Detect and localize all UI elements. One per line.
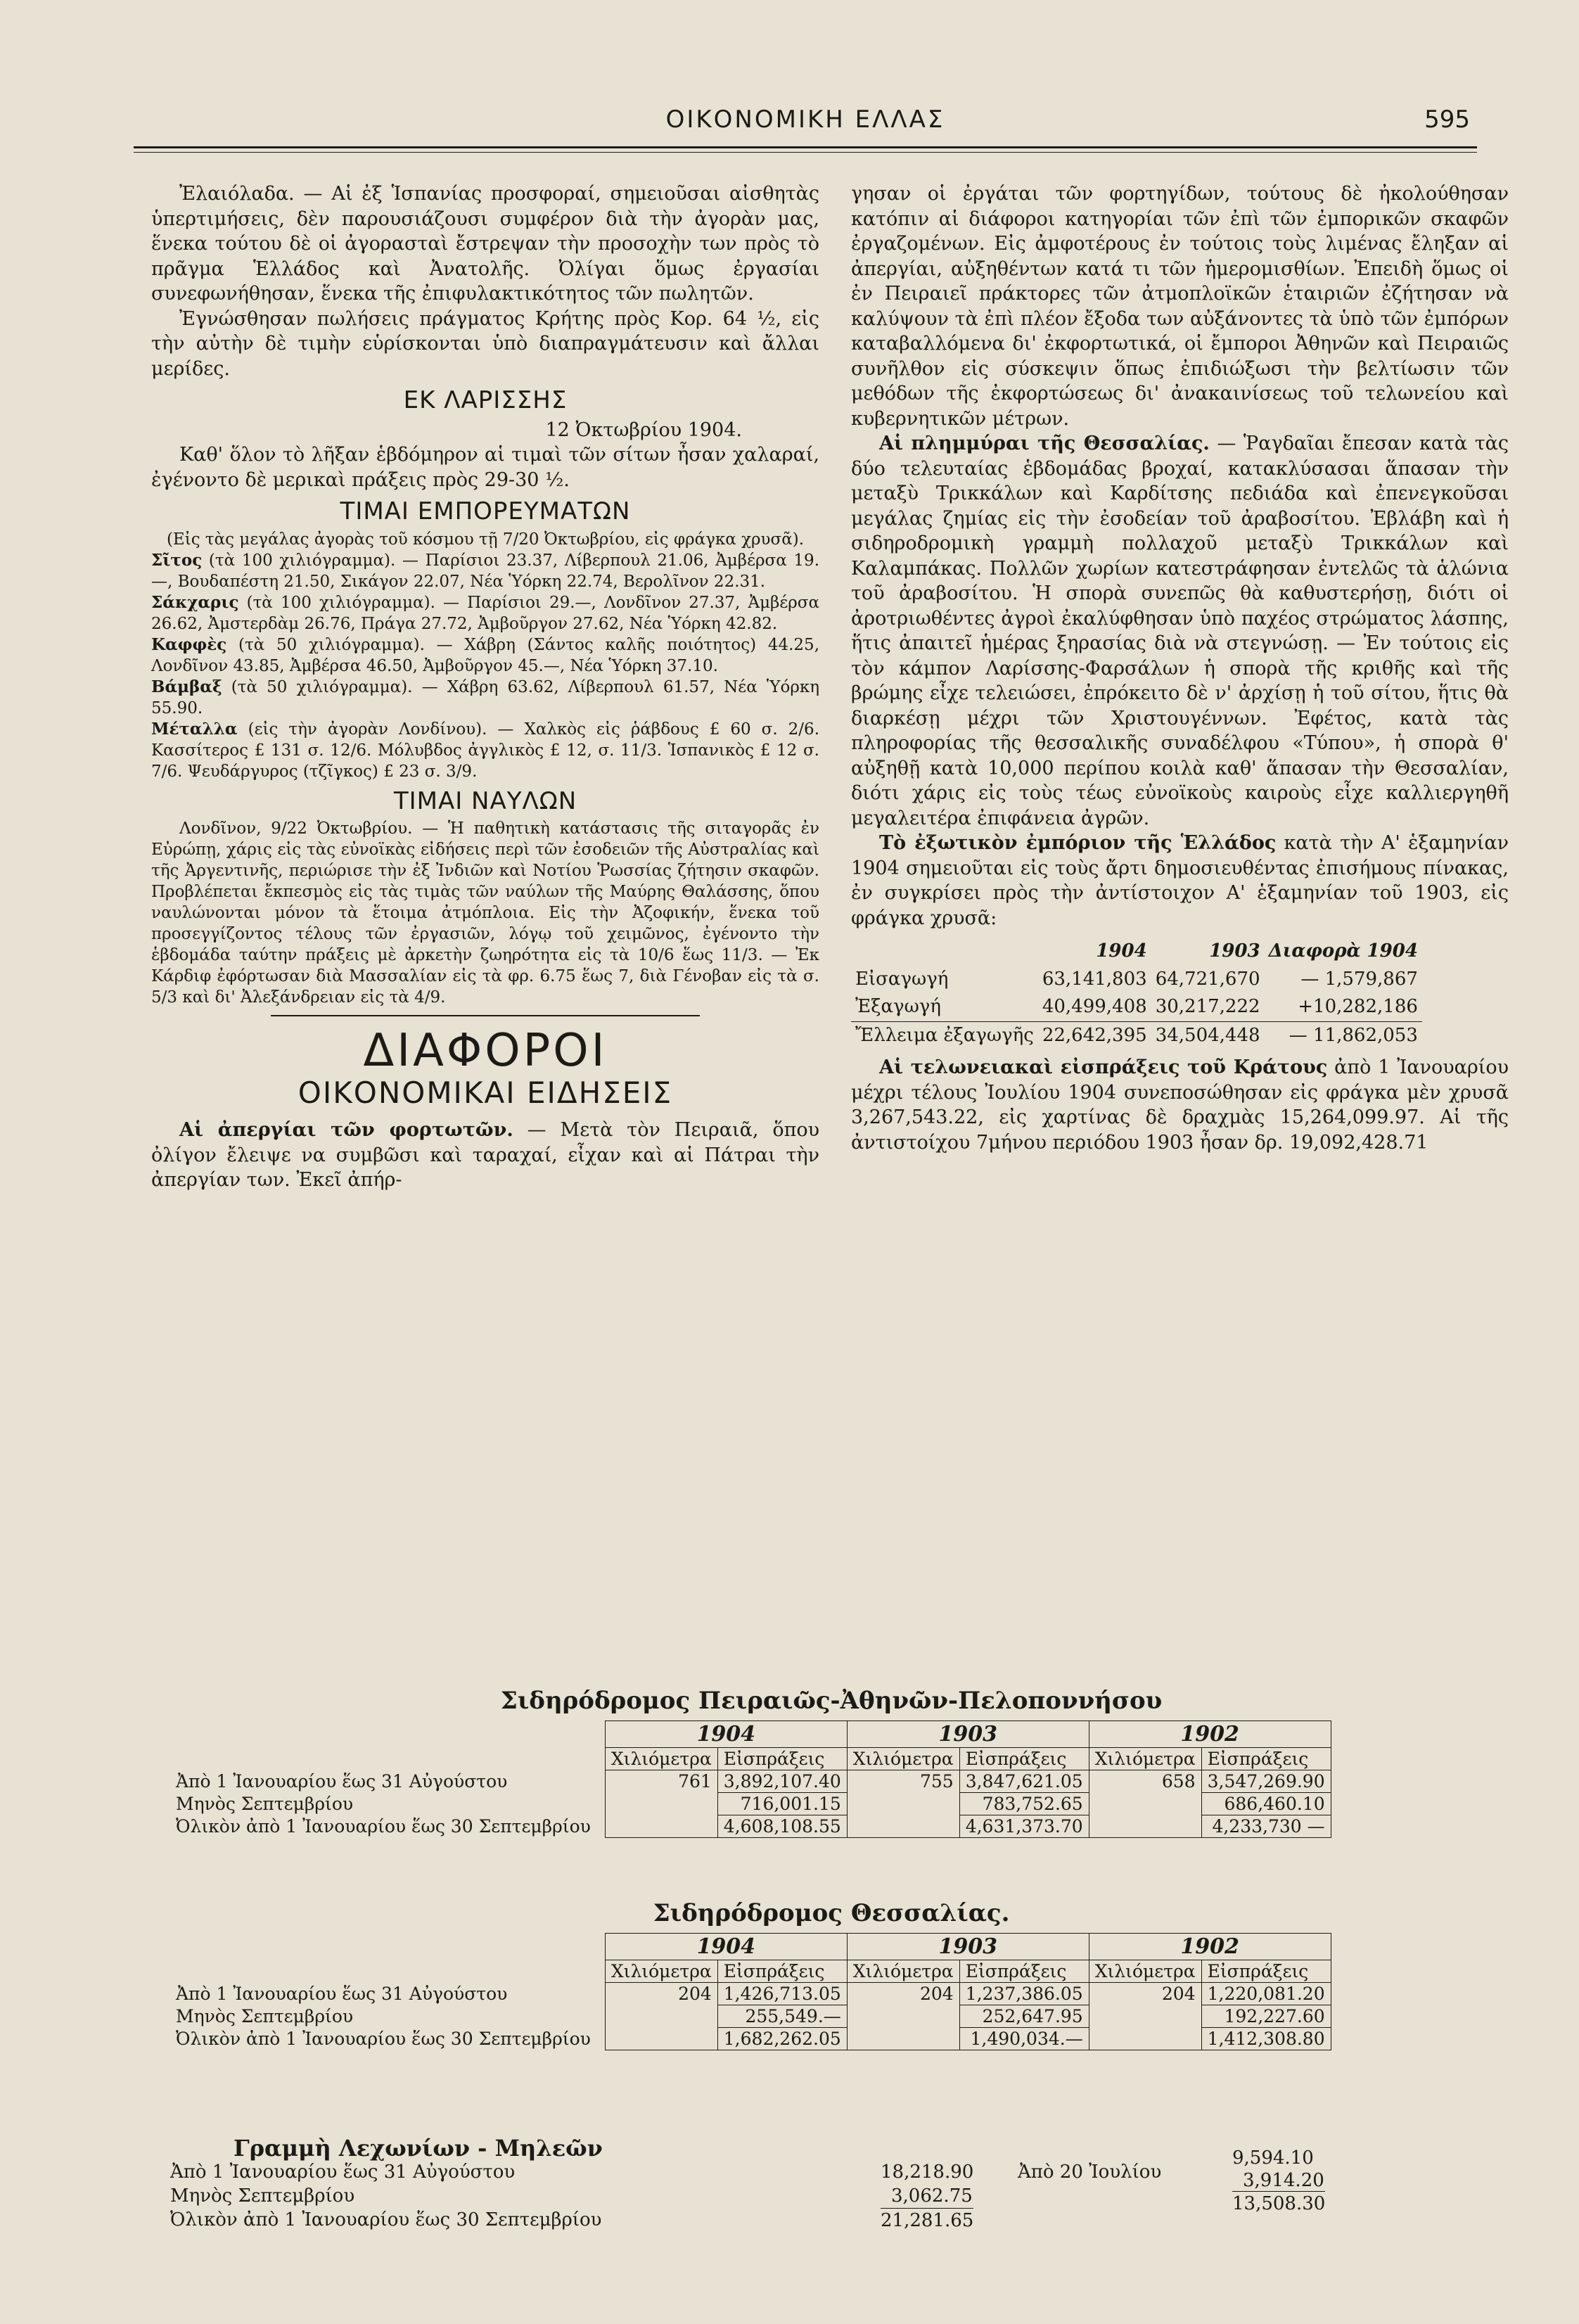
page-header xyxy=(141,106,1470,148)
rev-cell: 4,608,108.55 xyxy=(717,1815,847,1838)
section-subtitle: ΟΙΚΟΝΟΜΙΚΑΙ ΕΙΔΗΣΕΙΣ xyxy=(298,1075,673,1110)
railway-pap-table xyxy=(170,1720,1331,1838)
trade-cell: 34,504,448 xyxy=(1155,1024,1260,1046)
col-km: Χιλιόμετρα xyxy=(605,1960,717,1983)
rev-cell: 1,237,386.05 xyxy=(959,1983,1089,2005)
section-rule xyxy=(271,1015,700,1016)
price-item-name: Βάμβαξ xyxy=(151,677,222,696)
col-rev: Εἰσπράξεις xyxy=(717,1748,847,1770)
col-km: Χιλιόμετρα xyxy=(847,1748,959,1770)
prices-heading: ΤΙΜΑΙ ΕΜΠΟΡΕΥΜΑΤΩΝ xyxy=(340,497,631,525)
customs-paragraph xyxy=(851,1055,1509,1155)
lexonia-value: 9,594.10 xyxy=(1232,2147,1314,2169)
customs-text: ἀπὸ 1 Ἰανουαρίου μέχρι τέλους Ἰουλίου 1904 συνεποσώθησαν εἰς φράγκα μὲν χρυσᾶ 3,267,543.22, εἰς χαρτίνας δὲ δραχμὰς 15,264,099.97. Αἱ τῆς ἀντιστοίχου 7μήνου περιόδου 1903 ἦσαν δρ. 19,092,428.71 xyxy=(851,1056,1509,1154)
customs-title: Αἱ τελωνειακαὶ εἰσπράξεις τοῦ Κράτους xyxy=(879,1056,1328,1078)
price-item-name: Μέταλλα xyxy=(151,719,238,739)
year-heading: 1902 xyxy=(1089,1934,1331,1960)
trade-row-label: Εἰσαγωγή xyxy=(855,968,949,990)
floods-text: — Ῥαγδαῖαι ἔπεσαν κατὰ τὰς δύο τελευταίας ἑβδομάδας βροχαί, κατακλύσασαι ἅπασαν τὴν μεταξὺ Τρικκάλων καὶ Καρδίτσης πεδιάδα καὶ ἐπενεγκοῦσαι μεγάλας ζημίας εἰς τὴν ἐσοδείαν τοῦ ἀραβοσίτου. Ἐβλάβη καὶ ἡ σιδηροδρομικὴ γραμμὴ πολλαχοῦ μεταξὺ Τρικκάλων καὶ Καλαμπάκας. Πολλῶν χωρίων κατεστράφησαν ἐντελῶς τὰ ἁλώνια τοῦ ἀραβοσίτου. Ἡ σπορὰ συνεπῶς θὰ καθυστερήσῃ, διότι οἱ ἀροτριωθέντες ἀγροὶ ἐκαλύφθησαν ὑπὸ παχέος στρώματος λάσπης, ἥτις ἀπαιτεῖ ἡμέρας ξηρασίας διὰ νὰ στεγνώσῃ. — Ἐν τούτοις εἰς τὸν κάμπον Λαρίσσης-Φαρσάλων ἡ σπορὰ τῆς κριθῆς καὶ τῆς βρώμης εἶχε τελειώσει, ἐπρόκειτο δὲ ν' ἀρχίσῃ ἡ τοῦ σίτου, ἥτις θὰ διαρκέσῃ μέχρι τῶν Χριστουγέννων. Ἐφέτος, κατὰ τὰς πληροφορίας τῆς θεσσαλικῆς συναδέλφου «Τύπου», ἡ σπορὰ θ' αὐξηθῇ κατὰ 10,000 περίπου κοιλὰ καθ' ἅπασαν τὴν Θεσσαλίαν, διότι χάρις εἰς τοὺς τέως εὐνοϊκοὺς καιροὺς εἶχε καλλιεργηθῆ μεγαλειτέρα ἐπιφάνεια ἀγρῶν. xyxy=(851,433,1509,829)
price-item-text: (τὰ 100 χιλιόγραμμα). — Παρίσιοι 23.37, Λίβερπουλ 21.06, Ἀμβέρσα 19.—, Βουδαπέστη 21.50, Σικάγον 22.07, Νέα Ὑόρκη 22.74, Βερολῖνον 22.31. xyxy=(151,551,819,591)
col-rev: Εἰσπράξεις xyxy=(959,1960,1089,1983)
railway-thess-block xyxy=(170,1899,1492,2050)
lexonia-row-label: Ἀπὸ 1 Ἰανουαρίου ἕως 31 Αὐγούστου xyxy=(170,2162,516,2183)
price-item-name: Σάκχαρις xyxy=(151,592,239,612)
col-km: Χιλιόμετρα xyxy=(605,1748,717,1770)
strikes-paragraph xyxy=(151,1118,819,1193)
year-heading: 1902 xyxy=(1089,1721,1331,1748)
trade-title: Τὸ ἐξωτικὸν ἐμπόριον τῆς Ἑλλάδος xyxy=(879,832,1277,854)
trade-col-1904: 1904 xyxy=(1096,940,1147,962)
row-label: Μηνὸς Σεπτεμβρίου xyxy=(176,1794,354,1814)
lexonia-value: 3,914.20 xyxy=(1243,2170,1324,2191)
km-cell: 204 xyxy=(605,1983,717,2050)
price-item-name: Καφφὲς xyxy=(151,634,227,654)
col-rev: Εἰσπράξεις xyxy=(717,1960,847,1983)
col-rev: Εἰσπράξεις xyxy=(1201,1960,1331,1983)
price-item-text: (εἰς τὴν ἀγορὰν Λονδίνου). — Χαλκὸς εἰς ῥάβδους £ 60 σ. 2/6. Κασσίτερος £ 131 σ. 12/6. Μόλυβδος ἀγγλικὸς £ 12, σ. 11/3. Ἱσπανικὸς £ 12 σ. 7/6. Ψευδάργυρος (τζῖγκος) £ 23 σ. 3/9. xyxy=(151,720,820,781)
trade-row xyxy=(851,1021,1422,1049)
rev-cell: 716,001.15 xyxy=(717,1793,847,1815)
year-heading: 1903 xyxy=(847,1934,1089,1960)
prices-note: (Εἰς τὰς μεγάλας ἀγορὰς τοῦ κόσμου τῇ 7/20 Ὀκτωβρίου, εἰς φράγκα χρυσᾶ). xyxy=(166,530,805,549)
railway-pap-title: Σιδηρόδρομος Πειραιῶς-Ἀθηνῶν-Πελοποννήσου xyxy=(500,1687,1163,1715)
trade-text: κατὰ τὴν Α' ἑξαμηνίαν 1904 σημειοῦται εἰς τοὺς ἄρτι δημοσιευθέντας ἐπισήμους πίνακας, ἐν συγκρίσει πρὸς τὴν ἀντίστοιχον Α' ἑξαμηνίαν τοῦ 1903, εἰς φράγκα χρυσᾶ: xyxy=(851,832,1509,929)
lexonia-value: 3,062.75 xyxy=(891,2185,973,2207)
header-rule xyxy=(134,146,1477,148)
trade-cell: 30,217,222 xyxy=(1155,996,1260,1017)
rev-cell: 783,752.65 xyxy=(959,1793,1089,1815)
lexonia-row-label: Ὀλικὸν ἀπὸ 1 Ἰανουαρίου ἕως 30 Σεπτεμβρίου xyxy=(170,2209,602,2230)
trade-table xyxy=(851,938,1422,1049)
rev-cell: 686,460.10 xyxy=(1201,1793,1331,1815)
sales-paragraph: Ἐγνώσθησαν πωλήσεις πράγματος Κρήτης πρὸς Κορ. 64 ½, εἰς τὴν αὐτὴν δὲ τιμὴν εὑρίσκονται ὑπὸ διαπραγμάτευσιν καὶ ἄλλαι μερίδες. xyxy=(151,307,819,380)
trade-table-header xyxy=(851,938,1422,966)
price-item xyxy=(151,550,819,592)
freight-heading: ΤΙΜΑΙ ΝΑΥΛΩΝ xyxy=(393,786,577,815)
oil-paragraph: Ἐλαιόλαδα. — Αἱ ἐξ Ἱσπανίας προσφοραί, σημειοῦσαι αἰσθητὰς ὑπερτιμήσεις, δὲν παρουσιάζουσι συμφέρον διὰ τὴν ἀγορὰν μας, ἕνεκα τούτου δὲ οἱ ἀγορασταὶ ἔστρεψαν τὴν προσοχὴν των πρὸς τὸ πρᾶγμα Ἑλλάδος καὶ Ἀνατολῆς. Ὀλίγαι ὅμως ἐργασίαι συνεφωνήθησαν, ἕνεκα τῆς ἐπιφυλακτικότητος τῶν πωλητῶν. xyxy=(151,183,819,305)
rev-cell: 255,549.— xyxy=(717,2005,847,2028)
larissa-paragraph: Καθ' ὅλον τὸ λῆξαν ἑβδόμηρον αἱ τιμαὶ τῶν σίτων ἦσαν χαλαραί, ἐγένοντο δὲ μερικαὶ πράξεις πρὸς 29-30 ½. xyxy=(151,444,819,491)
floods-title: Αἱ πλημμύραι τῆς Θεσσαλίας. xyxy=(879,433,1210,454)
trade-col-diff: Διαφορὰ 1904 xyxy=(1268,940,1418,962)
trade-row-label: Ἐξαγωγή xyxy=(855,996,941,1017)
railway-pap-block xyxy=(170,1687,1492,1838)
lexonia-row-label: Μηνὸς Σεπτεμβρίου xyxy=(170,2185,355,2207)
right-column xyxy=(851,181,1509,1155)
lexonia-value: 13,508.30 xyxy=(1232,2191,1325,2216)
km-cell: 761 xyxy=(605,1770,717,1838)
price-item xyxy=(151,634,819,677)
col-rev: Εἰσπράξεις xyxy=(1201,1748,1331,1770)
trade-cell: — 1,579,867 xyxy=(1300,968,1418,990)
trade-row xyxy=(851,966,1422,994)
col-km: Χιλιόμετρα xyxy=(847,1960,959,1983)
strikes-text: — Μετὰ τὸν Πειραιᾶ, ὅπου ὀλίγον ἔλειψε να συμβῶσι καὶ ταραχαί, εἶχαν καὶ αἱ Πάτραι τὴν ἀπεργίαν των. Ἐκεῖ ἀπήρ- xyxy=(151,1119,819,1191)
rev-cell: 1,490,034.— xyxy=(959,2028,1089,2050)
railway-thess-title: Σιδηρόδρομος Θεσσαλίας. xyxy=(653,1899,1010,1927)
larissa-date: 12 Ὀκτωβρίου 1904. xyxy=(545,419,742,441)
trade-paragraph xyxy=(851,831,1509,931)
km-cell: 204 xyxy=(1089,1983,1201,2050)
col-rev: Εἰσπράξεις xyxy=(959,1748,1089,1770)
trade-row xyxy=(851,993,1422,1021)
km-cell: 658 xyxy=(1089,1770,1201,1838)
strikes-title: Αἱ ἀπεργίαι τῶν φορτωτῶν. xyxy=(179,1119,513,1141)
rev-cell: 4,233,730 — xyxy=(1201,1815,1331,1838)
price-item-text: (τὰ 50 χιλιόγραμμα). — Χάβρη (Σάντος καλῆς ποιότητος) 44.25, Λονδῖνον 43.85, Ἀμβέρσα 46.50, Ἀμβοῦργον 45.—, Νέα Ὑόρκη 37.10. xyxy=(151,635,820,675)
col-km: Χιλιόμετρα xyxy=(1089,1748,1201,1770)
trade-cell: — 11,862,053 xyxy=(1289,1024,1418,1046)
row-label: Ἀπὸ 1 Ἰανουαρίου ἕως 31 Αὐγούστου xyxy=(176,1771,508,1792)
row-label: Ὀλικὸν ἀπὸ 1 Ἰανουαρίου ἕως 30 Σεπτεμβρίου xyxy=(176,1816,591,1837)
price-item xyxy=(151,677,819,719)
left-column xyxy=(151,181,819,1193)
lexonia-note: Ἀπὸ 20 Ἰουλίου xyxy=(1018,2162,1162,2183)
lexonia-value: 21,281.65 xyxy=(881,2208,973,2233)
year-heading: 1904 xyxy=(605,1934,847,1960)
trade-cell: 64,721,670 xyxy=(1155,968,1260,990)
row-label: Ἀπὸ 1 Ἰανουαρίου ἕως 31 Αὐγούστου xyxy=(176,1984,508,2004)
lexonia-value: 18,218.90 xyxy=(881,2162,974,2183)
lexonia-title: Γραμμὴ Λεχωνίων - Μηλεῶν xyxy=(234,2135,603,2162)
strikes-continued: γησαν οἱ ἐργάται τῶν φορτηγίδων, τούτους δὲ ἠκολούθησαν κατόπιν αἱ διάφοροι κατηγορίαι τῶν ἐπὶ τῶν ἐμπορικῶν σκαφῶν ἐργαζομένων. Εἰς ἀμφοτέρους ἐν τούτοις τοὺς λιμένας ἔληξαν αἱ ἀπεργίαι, αὐξηθέντων κατά τι τῶν ἡμερομισθίων. Ἐπειδὴ ὅμως οἱ ἐν Πειραιεῖ πράκτορες τῶν ἀτμοπλοϊκῶν ἑταιριῶν ἐζήτησαν νὰ καλύψουν τὰ ἐπὶ πλέον ἔξοδα των αὐξάνοντες τὰ ὑπὸ τῶν ἐμπόρων καταβαλλόμενα δι' ἐκφορτωτικά, οἱ ἔμποροι Ἀθηνῶν καὶ Πειραιῶς συνῆλθον εἰς σύσκεψιν ὅπως ἐπιδιώξωσι τὴν βελτίωσιν τῶν μεθόδων τῆς ἐκφορτώσεως δι' ἀνακαινίσεως τοῦ τελωνείου καὶ κυβερνητικῶν μέτρων. xyxy=(851,183,1509,430)
trade-cell: +10,282,186 xyxy=(1298,996,1418,1017)
trade-cell: 22,642,395 xyxy=(1042,1024,1147,1046)
freight-paragraph: Λονδῖνον, 9/22 Ὀκτωβρίου. — Ἡ παθητικὴ κατάστασις τῆς σιταγορᾶς ἐν Εὐρώπῃ, χάρις εἰς τὰς εὐνοϊκὰς εἰδήσεις περὶ τῶν ἐσοδειῶν τῆς Αὐστραλίας καὶ τῆς Ἀργεντινῆς, περιώρισε τὴν ἐξ Ἰνδιῶν καὶ Νοτίου Ῥωσσίας ζήτησιν σκαφῶν. Προβλέπεται ἔκπεσμὸς εἰς τὰς τιμὰς τῶν ναύλων τῆς Μαύρης Θαλάσσης, ὅπου ναυλώνονται μόνον τὰ ἕτοιμα ἀτμόπλοια. Εἰς τὴν Ἀζοφικήν, ἕνεκα τοῦ προσεγγίζοντος τέλους τῶν ἐργασιῶν, λόγῳ τοῦ χειμῶνος, ἐγένοντο τὴν ἑβδομάδα ταύτην πράξεις μὲ ἀρκετὴν ζωηρότητα εἰς τὰ 10/6 ἕως 11/3. — Ἐκ Κάρδιφ ἐφόρτωσαν διὰ Μασσαλίαν εἰς τὰ φρ. 6.75 ἕως 7, διὰ Γένοβαν εἰς τὰ σ. 5/3 καὶ δι' Ἀλεξάνδρειαν εἰς τὰ 4/9. xyxy=(151,819,819,1007)
rev-cell: 3,892,107.40 xyxy=(717,1770,847,1793)
trade-cell: 63,141,803 xyxy=(1042,968,1147,990)
trade-row-label: Ἔλλειμα ἐξαγωγῆς xyxy=(855,1024,1034,1046)
rev-cell: 3,847,621.05 xyxy=(959,1770,1089,1793)
price-item-text: (τὰ 100 χιλιόγραμμα). — Παρίσιοι 29.—, Λονδῖνον 27.37, Ἀμβέρσα 26.62, Ἀμστερδὰμ 26.76, Πράγα 27.72, Ἀμβοῦργον 27.62, Νέα Ὑόρκη 42.82. xyxy=(151,593,820,633)
km-cell: 755 xyxy=(847,1770,959,1838)
col-km: Χιλιόμετρα xyxy=(1089,1960,1201,1983)
rev-cell: 1,412,308.80 xyxy=(1201,2028,1331,2050)
rev-cell: 252,647.95 xyxy=(959,2005,1089,2028)
year-heading: 1903 xyxy=(847,1721,1089,1748)
trade-col-1903: 1903 xyxy=(1209,940,1260,962)
row-label: Μηνὸς Σεπτεμβρίου xyxy=(176,2006,354,2026)
section-title-diafora: ΔΙΑΦΟΡΟΙ xyxy=(363,1025,608,1077)
journal-title: ΟΙΚΟΝΟΜΙΚΗ ΕΛΛΑΣ xyxy=(665,106,945,134)
rev-cell: 1,426,713.05 xyxy=(717,1983,847,2005)
railway-thess-table xyxy=(170,1933,1331,2050)
page-number: 595 xyxy=(1424,106,1470,134)
rev-cell: 1,220,081.20 xyxy=(1201,1983,1331,2005)
floods-paragraph xyxy=(851,431,1509,831)
price-item xyxy=(151,719,819,782)
price-item-name: Σῖτος xyxy=(151,550,203,570)
trade-cell: 40,499,408 xyxy=(1042,996,1147,1017)
year-heading: 1904 xyxy=(605,1721,847,1748)
larissa-heading: ΕΚ ΛΑΡΙΣΣΗΣ xyxy=(403,386,568,414)
km-cell: 204 xyxy=(847,1983,959,2050)
rev-cell: 4,631,373.70 xyxy=(959,1815,1089,1838)
price-item-text: (τὰ 50 χιλιόγραμμα). — Χάβρη 63.62, Λίβερπουλ 61.57, Νέα Ὑόρκη 55.90. xyxy=(151,677,820,717)
price-item xyxy=(151,592,819,634)
row-label: Ὀλικὸν ἀπὸ 1 Ἰανουαρίου ἕως 30 Σεπτεμβρίου xyxy=(176,2029,591,2049)
rev-cell: 192,227.60 xyxy=(1201,2005,1331,2028)
header-rule-thin xyxy=(134,152,1477,153)
rev-cell: 3,547,269.90 xyxy=(1201,1770,1331,1793)
rev-cell: 1,682,262.05 xyxy=(717,2028,847,2050)
